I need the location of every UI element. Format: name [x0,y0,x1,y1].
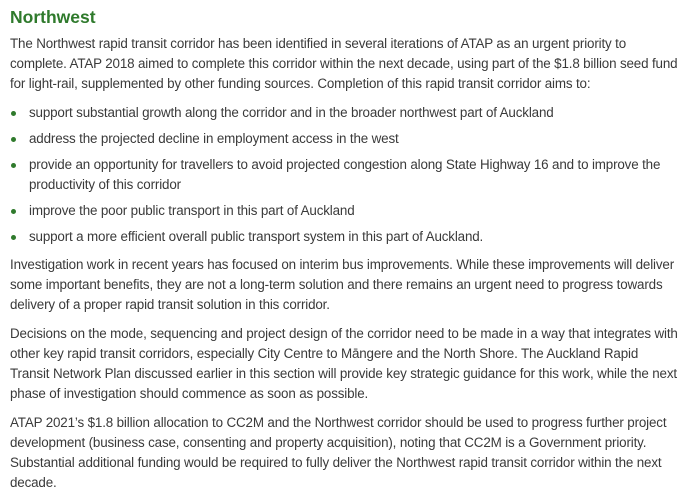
bullet-text: support substantial growth along the corridor and in the broader northwest part of Auckland [29,105,554,120]
bullet-item [10,129,679,149]
bullet-text: improve the poor public transport in this part of Auckland [29,203,355,218]
bullet-text: address the projected decline in employment access in the west [29,131,399,146]
bullet-icon [11,235,16,240]
bullet-item [10,103,679,123]
bullet-icon [11,111,16,116]
bullet-icon [11,209,16,214]
aims-bullet-list [10,103,679,247]
bullet-text: provide an opportunity for travellers to avoid projected congestion along State Highway 16 and to improve the productivity of this corridor [29,157,661,192]
body-paragraph-investigation: Investigation work in recent years has focused on interim bus improvements. While these improvements will deliver some important benefits, they are not a long-term solution and there remains an urgent need to progress towards delivery of a proper rapid transit solution in this corridor. [10,257,675,312]
intro-paragraph: The Northwest rapid transit corridor has been identified in several iterations of ATAP as an urgent priority to complete. ATAP 2018 aimed to complete this corridor within the next decade, using part of the $1.8 billion seed fund for light-rail, supplemented by other funding sources. Completion of this rapid transit corridor aims to: [10,36,678,91]
bullet-item [10,155,679,195]
bullet-icon [11,137,16,142]
section-heading: Northwest [10,7,96,27]
bullet-text: support a more efficient overall public transport system in this part of Auckland. [29,229,484,244]
bullet-item [10,201,679,221]
body-paragraph-decisions: Decisions on the mode, sequencing and project design of the corridor need to be made in a way that integrates with other key rapid transit corridors, especially City Centre to Māngere and the North Shore. The Auckland Rapid Transit Network Plan discussed earlier in this section will provide key strategic guidance for this work, while the next phase of investigation should commence as soon as possible. [10,326,678,401]
bullet-icon [11,163,16,168]
body-paragraph-funding: ATAP 2021’s $1.8 billion allocation to CC2M and the Northwest corridor should be used to progress further project development (business case, consenting and property acquisition), noting that CC2M is a Government priority. Substantial additional funding would be required to fully deliver the Northwest rapid transit corridor within the next decade. [10,415,667,490]
bullet-item [10,227,679,247]
